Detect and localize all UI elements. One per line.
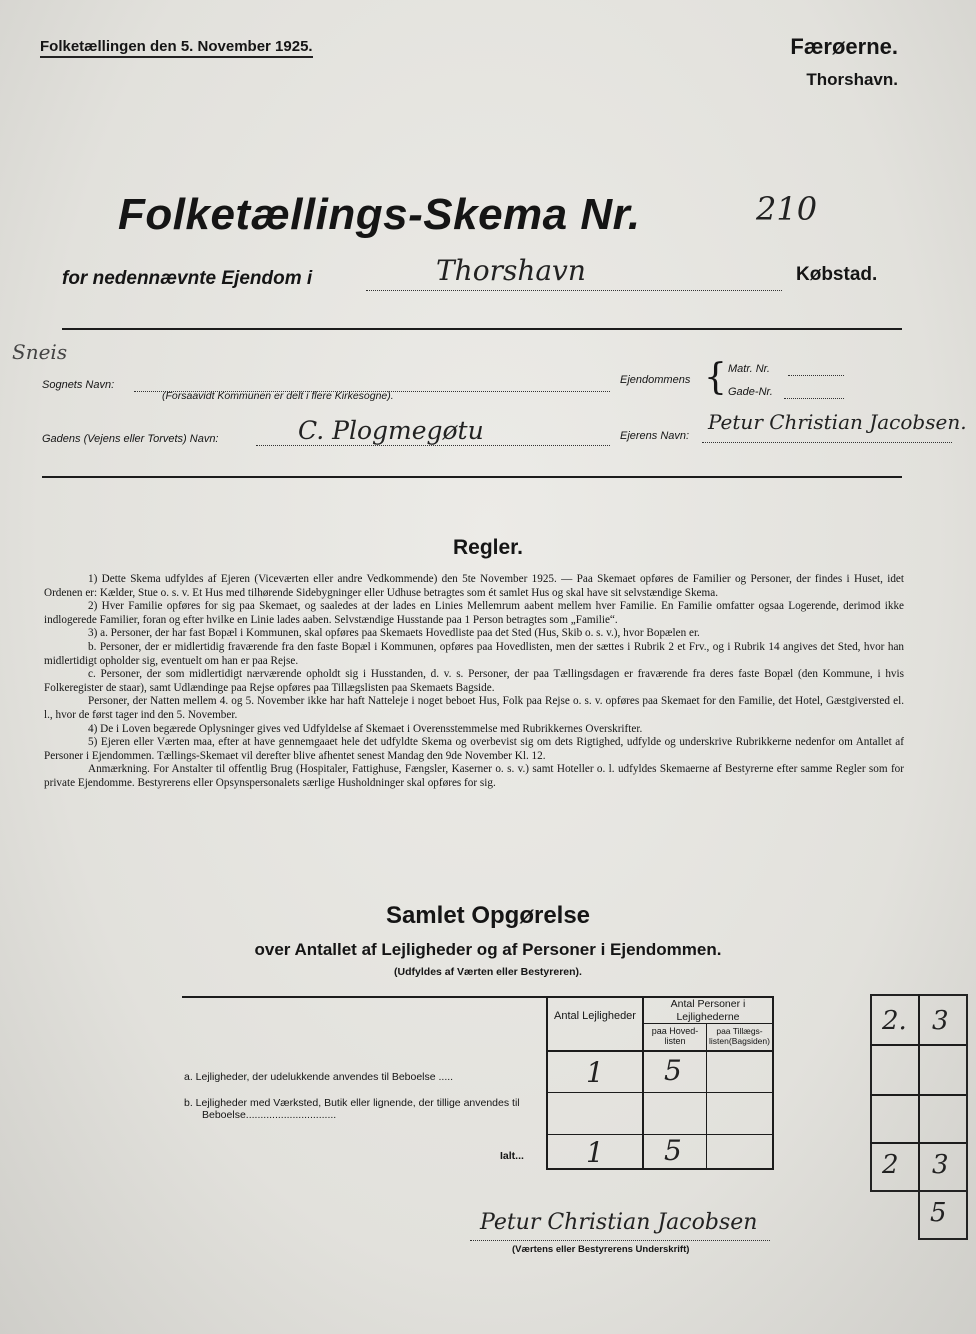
street-line (256, 445, 610, 446)
property-town-line (366, 290, 782, 291)
table-vline-1 (546, 996, 548, 1170)
tally-r4c2: 3 (932, 1150, 949, 1180)
town-name: Thorshavn. (806, 70, 898, 89)
table-header-bottom-rule (546, 1050, 774, 1052)
parish-note: (Forsaavidt Kommunen er delt i flere Kirkesogne). (162, 390, 394, 402)
rule-paragraph-3a: 3) a. Personer, der har fast Bopæl i Kommunen, skal opføres paa Skemaets Hovedliste paa det Sted (Hus, Skib o. s. v.), hvor Bopælen er. (88, 627, 700, 640)
table-row-rule-2 (546, 1134, 774, 1135)
matr-line (788, 375, 844, 376)
summary-heading: Samlet Opgørelse (385, 902, 591, 929)
rule-remark: Anmærkning. For Anstalter til offentlig Brug (Hospitaler, Fattighuse, Fængsler, Kaserner o. s. v.) samt Hoteller o. l. udfyldes Skemaerne af Bestyrerne efter samme Regler som for private Ejendomme. Bestyrerens eller Opsynspersonalets særlige Husholdninger skal opføres for sig. (44, 763, 904, 789)
property-town-handwritten: Thorshavn (436, 254, 586, 287)
gade-line (784, 398, 844, 399)
divider-fields (42, 476, 902, 478)
rule-paragraph-1: 1) Dette Skema udfyldes af Ejeren (Viceværten eller andre Vedkommende) den 5te November 1925. — Paa Skemaet opføres de Familier og Personer, der findes i Huset, idet Ordenen er: Kælder, Stue o. s. v. Et Hus med tilhørende Sidebygninger eller Udhuse betragtes som ét samlet Hus og skal have sit selvstændige Skema. (44, 573, 904, 599)
row-b-label: b. Lejligheder med Værksted, Butik eller lignende, der tillige anvendes til Beboelse............................... (184, 1097, 520, 1121)
property-prefix: for nedennævnte Ejendom i (62, 268, 313, 289)
header-tillaegslisten: paa Tillægs-listen(Bagsiden) (709, 1026, 770, 1046)
table-vline-4 (772, 996, 774, 1170)
row-a-lejligheder: 1 (586, 1056, 604, 1089)
row-ialt-label: Ialt... (500, 1150, 524, 1162)
tally-r1c1: 2. (882, 1006, 907, 1036)
owner-label: Ejerens Navn: (620, 430, 690, 442)
tally-r1c2: 3 (932, 1006, 949, 1036)
form-title: Folketællings-Skema Nr. (118, 190, 641, 239)
tally-hline-3 (870, 1142, 966, 1144)
header-antal-lejligheder: Antal Lejligheder (554, 1010, 636, 1022)
region-name: Færøerne. (790, 34, 898, 59)
rules-body (44, 573, 904, 791)
ialt-lejligheder: 1 (586, 1136, 604, 1169)
margin-scrawl: Sneis (12, 340, 68, 364)
street-value: C. Plogmegøtu (298, 416, 484, 445)
ialt-hovedlisten: 5 (664, 1134, 682, 1167)
divider-top (62, 328, 902, 330)
tally-r4c1: 2 (882, 1150, 899, 1180)
signature-note: (Værtens eller Bestyrerens Underskrift) (512, 1244, 690, 1255)
table-row-rule-1 (546, 1092, 774, 1093)
owner-line (702, 442, 952, 443)
matr-label: Matr. Nr. (728, 363, 770, 375)
property-suffix: Købstad. (796, 264, 878, 285)
rule-paragraph-5: 5) Ejeren eller Værten maa, efter at have gennemgaaet hele det udfyldte Skema og overbevist sig om dets Rigtighed, udfylde og underskrive Rubrikkerne nedenfor om Antallet af Personer i Ejendommen. Tællings-Skemaet vil derefter blive afhentet senest Mandag den 9de November Kl. 12. (44, 736, 904, 762)
parish-label: Sognets Navn: (42, 379, 115, 391)
rules-heading: Regler. (452, 536, 524, 559)
rule-paragraph-4: 4) De i Loven begærede Oplysninger gives ved Udfyldelse af Skemaet i Overensstemmelse med Rubrikkernes Overskrifter. (88, 722, 643, 735)
rule-paragraph-3d: Personer, der Natten mellem 4. og 5. November ikke har haft Natteleje i noget beboet Hus, Folk paa Rejse o. s. v. opføres paa Skemaet for den Familie, det Hotel, Gæstgiversted el. l., hvor de først tager ind den 5. November. (44, 695, 904, 721)
tally-hline-2 (870, 1094, 966, 1096)
brace-icon: { (704, 357, 727, 398)
tally-r5c2: 5 (930, 1198, 947, 1228)
gade-label: Gade-Nr. (728, 386, 773, 398)
rule-paragraph-3b: b. Personer, der er midlertidig fraværende fra den faste Bopæl i Kommunen, opføres paa Hovedlisten, men der sættes i Rubrik 2 et Frv., og i Rubrik 14 angives det Sted, hvor han midlertidigt opholder sig, eventuelt om han er paa Rejse. (44, 640, 904, 667)
form-number: 210 (756, 190, 818, 228)
header-hovedlisten: paa Hoved-listen (651, 1026, 699, 1046)
header-antal-personer: Antal Personer i Lejlighederne (670, 998, 746, 1023)
row-a-label: a. Lejligheder, der udelukkende anvendes til Beboelse ..... (184, 1071, 454, 1083)
census-date-line: Folketællingen den 5. November 1925. (40, 38, 313, 58)
owner-value: Petur Christian Jacobsen. (708, 410, 967, 434)
owner-signature: Petur Christian Jacobsen (480, 1210, 758, 1235)
row-a-hovedlisten: 5 (664, 1054, 682, 1087)
street-label: Gadens (Vejens eller Torvets) Navn: (42, 433, 219, 445)
signature-line (470, 1240, 770, 1241)
tally-vline (918, 994, 920, 1190)
summary-note: (Udfyldes af Værten eller Bestyreren). (394, 966, 582, 978)
rule-paragraph-3c: c. Personer, der som midlertidigt nærværende opholdt sig i Husstanden, d. v. s. Personer, der paa Tællingsdagen er fraværende fra deres faste Bopæl (den Kommune, i hvis Folkeregister de staar), samt Udlændinge paa Rejse opføres paa Tillægslisten paa Skemaets Bagside. (44, 668, 904, 694)
property-label: Ejendommens (620, 374, 691, 386)
summary-subheading: over Antallet af Lejligheder og af Personer i Ejendommen. (254, 940, 722, 959)
table-bottom-rule (546, 1168, 774, 1170)
rule-paragraph-2: 2) Hver Familie opføres for sig paa Skemaet, og saaledes at der lades en Linies Mellemrum aabent mellem hver Familie. En Familie omfatter ogsaa Logerende, derimod ikke indlogerede Familier, foran og efter hvilke en Linie lades aaben. Selvstændige Husstande paa 1 Person betragtes som „Familie“. (44, 600, 904, 626)
tally-hline-1 (870, 1044, 966, 1046)
